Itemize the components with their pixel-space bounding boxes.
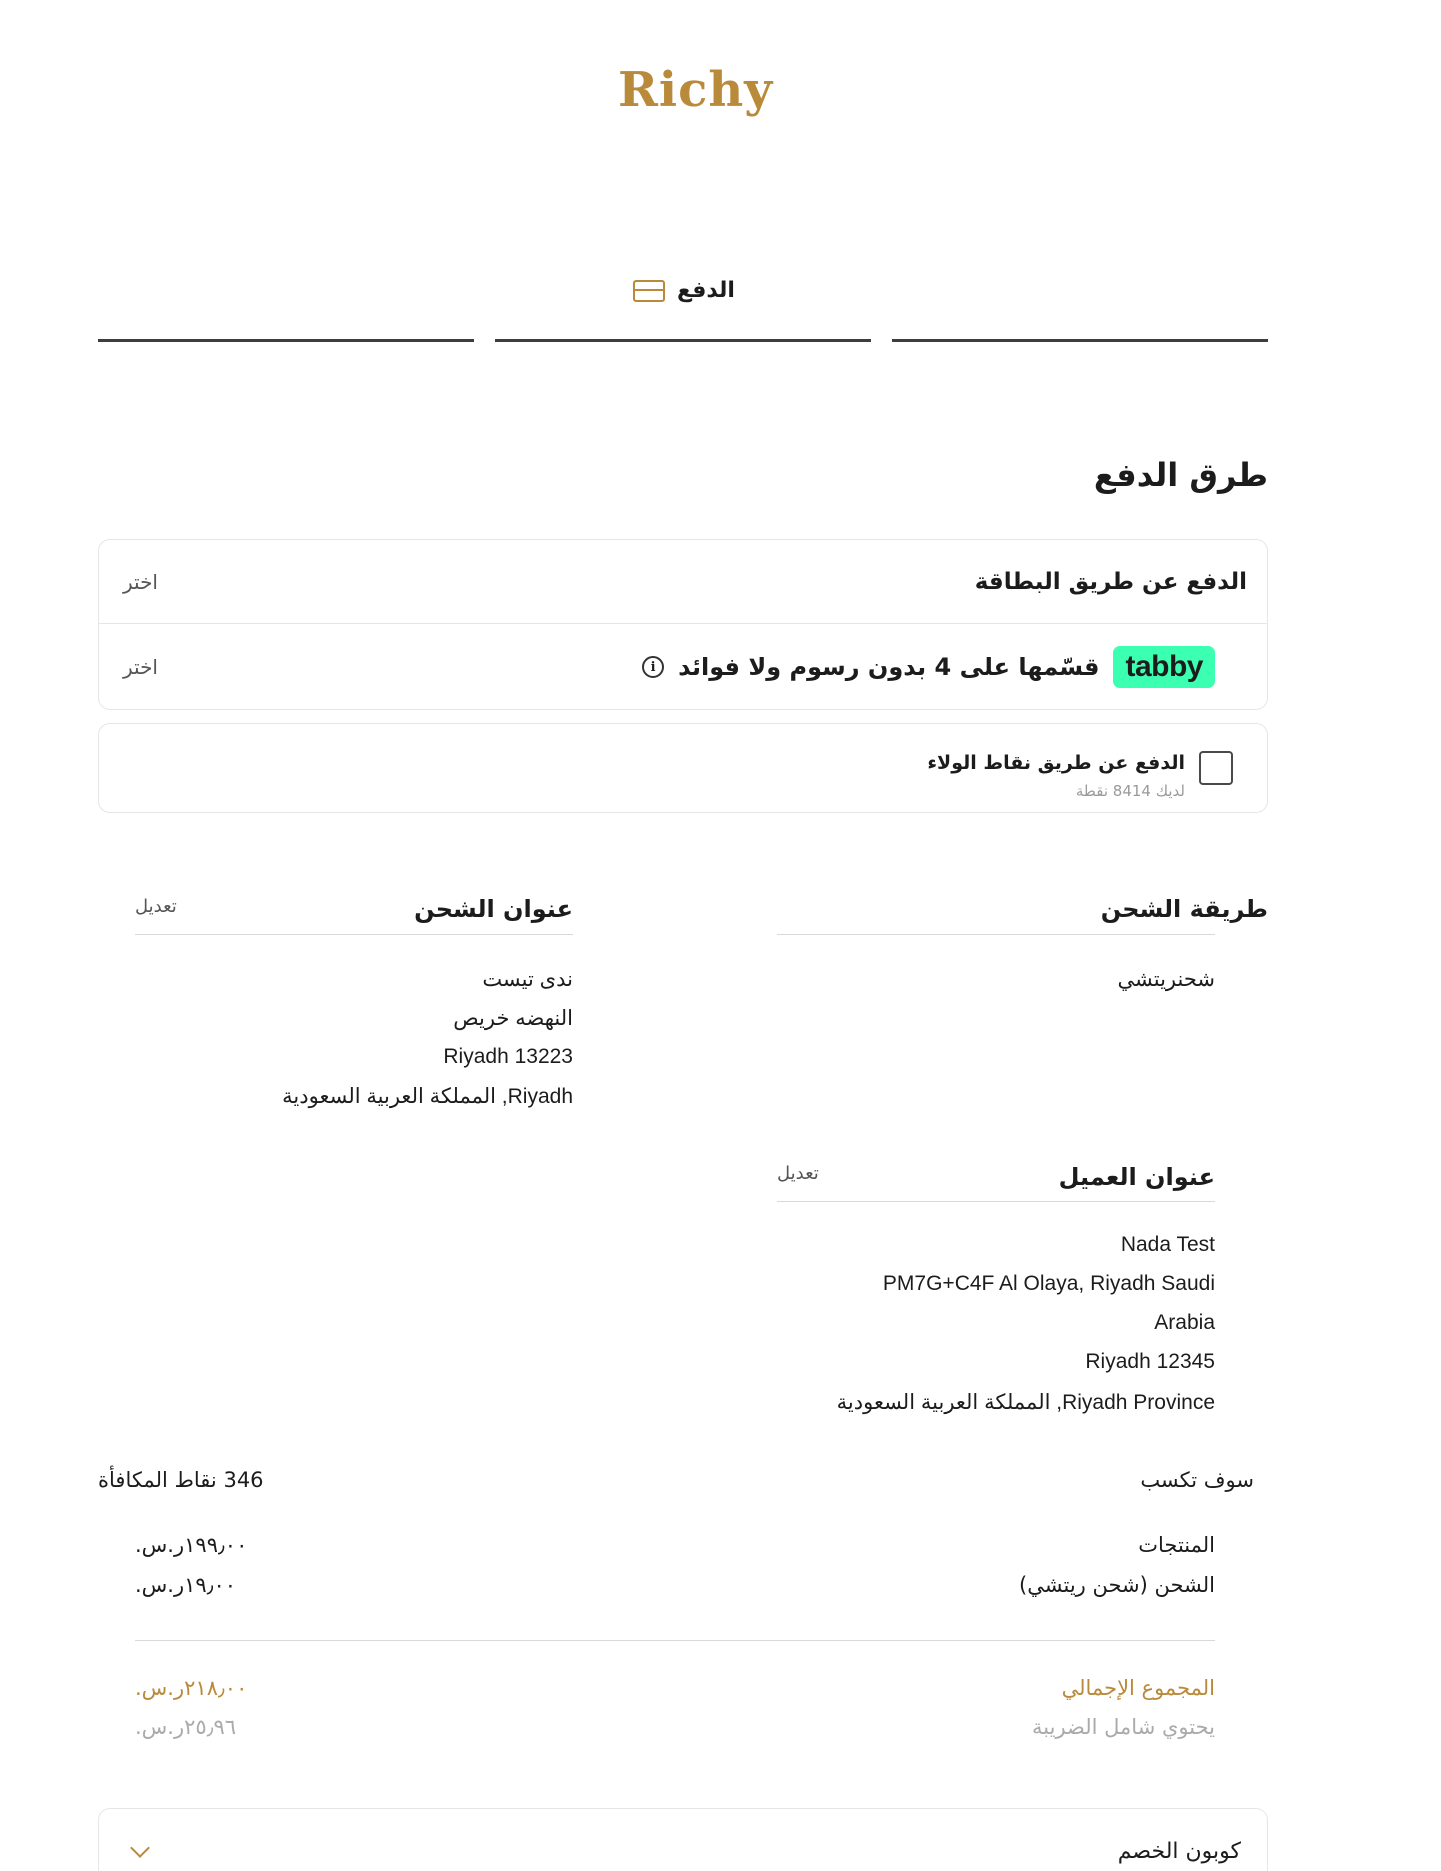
step-bar-2 <box>495 339 871 342</box>
shipping-address-line: ندى تيست <box>482 968 573 991</box>
payment-options <box>98 539 1268 710</box>
tabby-logo: tabby <box>1113 646 1215 688</box>
shipping-method-value: شحنريتشي <box>1117 968 1215 991</box>
info-icon[interactable]: i <box>642 656 664 678</box>
tabby-select-link[interactable]: اختر <box>123 655 158 679</box>
rewards-label: سوف تكسب <box>1140 1468 1254 1492</box>
customer-address-line: Arabia <box>1154 1311 1215 1334</box>
tax-value: ٢٥٫٩٦ر.س. <box>135 1715 237 1739</box>
divider <box>777 1201 1215 1202</box>
step-bar-3 <box>98 339 474 342</box>
divider <box>777 934 1215 935</box>
loyalty-points-balance: لديك 8414 نقطة <box>1075 782 1185 800</box>
divider <box>135 1640 1215 1641</box>
step-bar-1 <box>892 339 1268 342</box>
credit-card-icon <box>633 280 665 302</box>
shipping-address-edit-link[interactable]: تعديل <box>135 896 177 917</box>
customer-address-line: PM7G+C4F Al Olaya, Riyadh Saudi <box>882 1272 1215 1295</box>
total-value: ٢١٨٫٠٠ر.س. <box>135 1676 248 1700</box>
customer-address-title: عنوان العميل <box>1058 1163 1215 1191</box>
shipping-method-title: طريقة الشحن <box>1100 895 1268 923</box>
shipping-address-line: Riyadh, المملكة العربية السعودية <box>282 1085 573 1108</box>
chevron-down-icon[interactable] <box>130 1838 150 1858</box>
card-select-link[interactable]: اختر <box>123 569 158 594</box>
loyalty-checkbox[interactable] <box>1199 751 1233 785</box>
customer-address-line: Riyadh 12345 <box>1085 1350 1215 1373</box>
loyalty-title: الدفع عن طريق نقاط الولاء <box>927 752 1185 774</box>
tabby-payment-option[interactable] <box>99 624 1267 710</box>
rewards-value: 346 نقاط المكافأة <box>98 1468 264 1492</box>
step-payment-label: الدفع <box>677 278 735 303</box>
card-payment-title: الدفع عن طريق البطاقة <box>974 568 1247 595</box>
total-label: المجموع الإجمالي <box>1061 1676 1215 1700</box>
divider <box>135 934 573 935</box>
shipping-cost-label: الشحن (شحن ريتشي) <box>1019 1573 1215 1597</box>
payment-methods-title: طرق الدفع <box>1093 456 1268 494</box>
products-value: ١٩٩٫٠٠ر.س. <box>135 1533 248 1557</box>
brand-logo[interactable]: Richy <box>618 62 774 118</box>
shipping-address-title: عنوان الشحن <box>414 895 573 923</box>
tax-label: يحتوي شامل الضريبة <box>1032 1715 1215 1739</box>
loyalty-payment-option[interactable] <box>98 723 1268 813</box>
shipping-address-line: Riyadh 13223 <box>443 1045 573 1068</box>
coupon-accordion[interactable] <box>98 1808 1268 1871</box>
card-payment-option[interactable] <box>99 540 1267 624</box>
customer-address-line: Nada Test <box>1120 1233 1215 1256</box>
step-payment <box>633 278 735 303</box>
tabby-info <box>642 646 1215 688</box>
shipping-address-line: النهضه خريص <box>453 1007 573 1030</box>
coupon-label: كوبون الخصم <box>1117 1839 1241 1864</box>
checkout-steps <box>98 270 1268 342</box>
customer-address-line: Riyadh Province, المملكة العربية السعودية <box>836 1391 1215 1414</box>
products-label: المنتجات <box>1138 1533 1215 1557</box>
shipping-cost-value: ١٩٫٠٠ر.س. <box>135 1573 237 1597</box>
customer-address-edit-link[interactable]: تعديل <box>777 1163 819 1184</box>
tabby-text: قسّمها على 4 بدون رسوم ولا فوائد <box>678 653 1100 681</box>
